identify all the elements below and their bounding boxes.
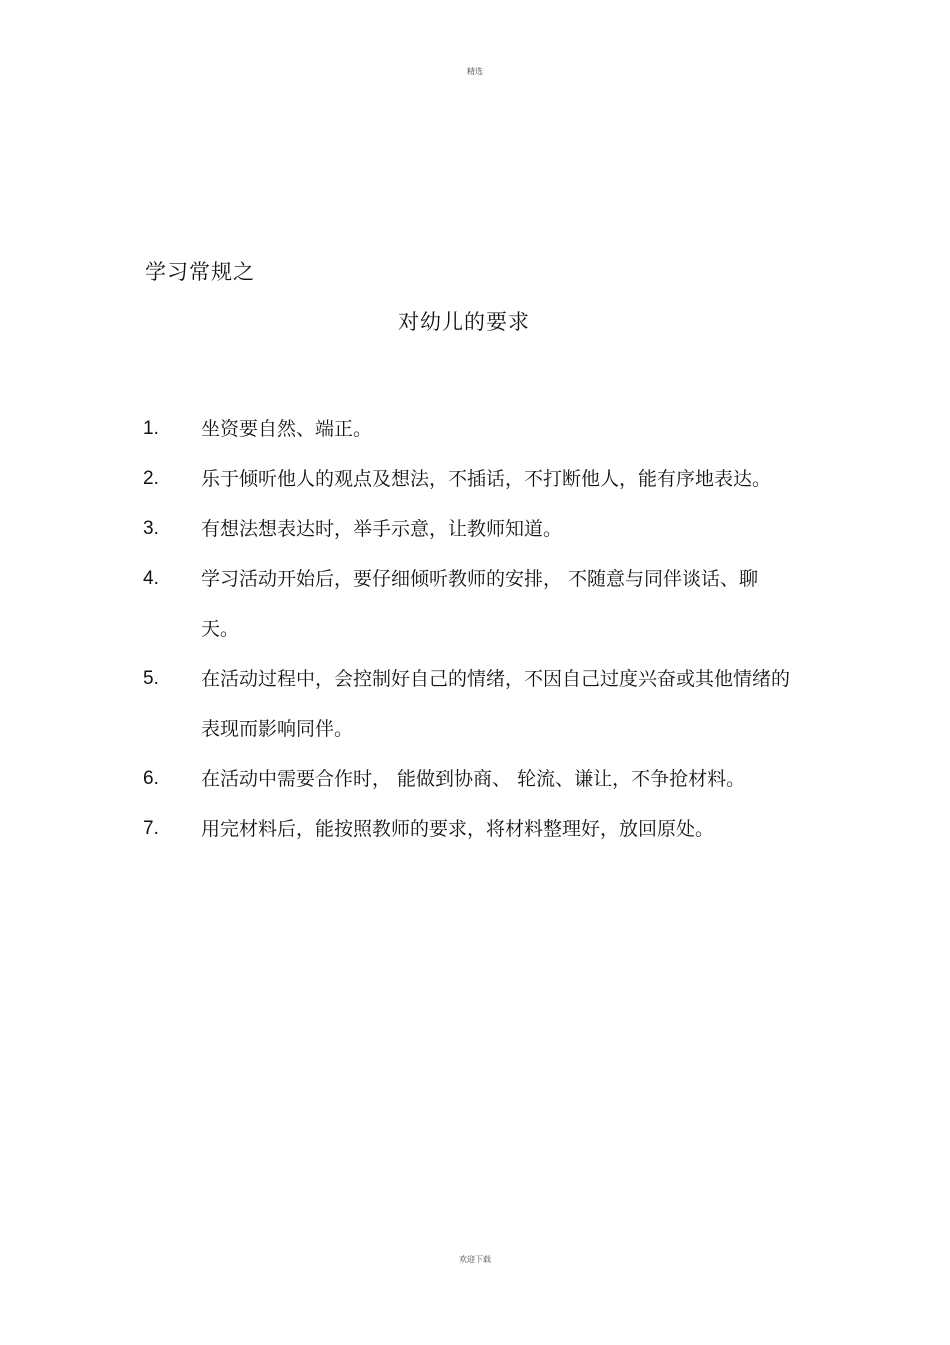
item-number: 5. [143, 668, 159, 689]
item-number: 6. [143, 768, 159, 789]
requirement-item [143, 504, 823, 554]
item-text: 有想法想表达时，举手示意，让教师知道。 [201, 518, 563, 540]
item-text: 在活动中需要合作时， 能做到协商、 轮流、谦让，不争抢材料。 [201, 768, 746, 790]
item-number: 7. [143, 818, 159, 839]
page-footer-mark: 欢迎下载 [459, 1255, 491, 1264]
requirement-item [143, 554, 823, 654]
item-number: 4. [143, 568, 159, 589]
item-number: 1. [143, 418, 159, 439]
item-text: 用完材料后，能按照教师的要求，将材料整理好，放回原处。 [201, 818, 715, 840]
page-header-mark: 精选 [467, 67, 483, 76]
requirement-item [143, 804, 823, 854]
item-text: 学习活动开始后，要仔细倾听教师的安排， 不随意与同伴谈话、聊天。 [201, 568, 759, 640]
requirements-list [143, 404, 823, 854]
document-subheading: 对幼儿的要求 [398, 310, 530, 334]
document-heading: 学习常规之 [145, 260, 255, 284]
item-text: 坐资要自然、端正。 [201, 418, 373, 440]
item-text: 在活动过程中，会控制好自己的情绪，不因自己过度兴奋或其他情绪的表现而影响同伴。 [201, 668, 791, 740]
requirement-item [143, 454, 823, 504]
item-number: 2. [143, 468, 159, 489]
item-text: 乐于倾听他人的观点及想法，不插话，不打断他人，能有序地表达。 [201, 468, 772, 490]
requirement-item [143, 654, 823, 754]
item-number: 3. [143, 518, 159, 539]
requirement-item [143, 404, 823, 454]
requirement-item [143, 754, 823, 804]
